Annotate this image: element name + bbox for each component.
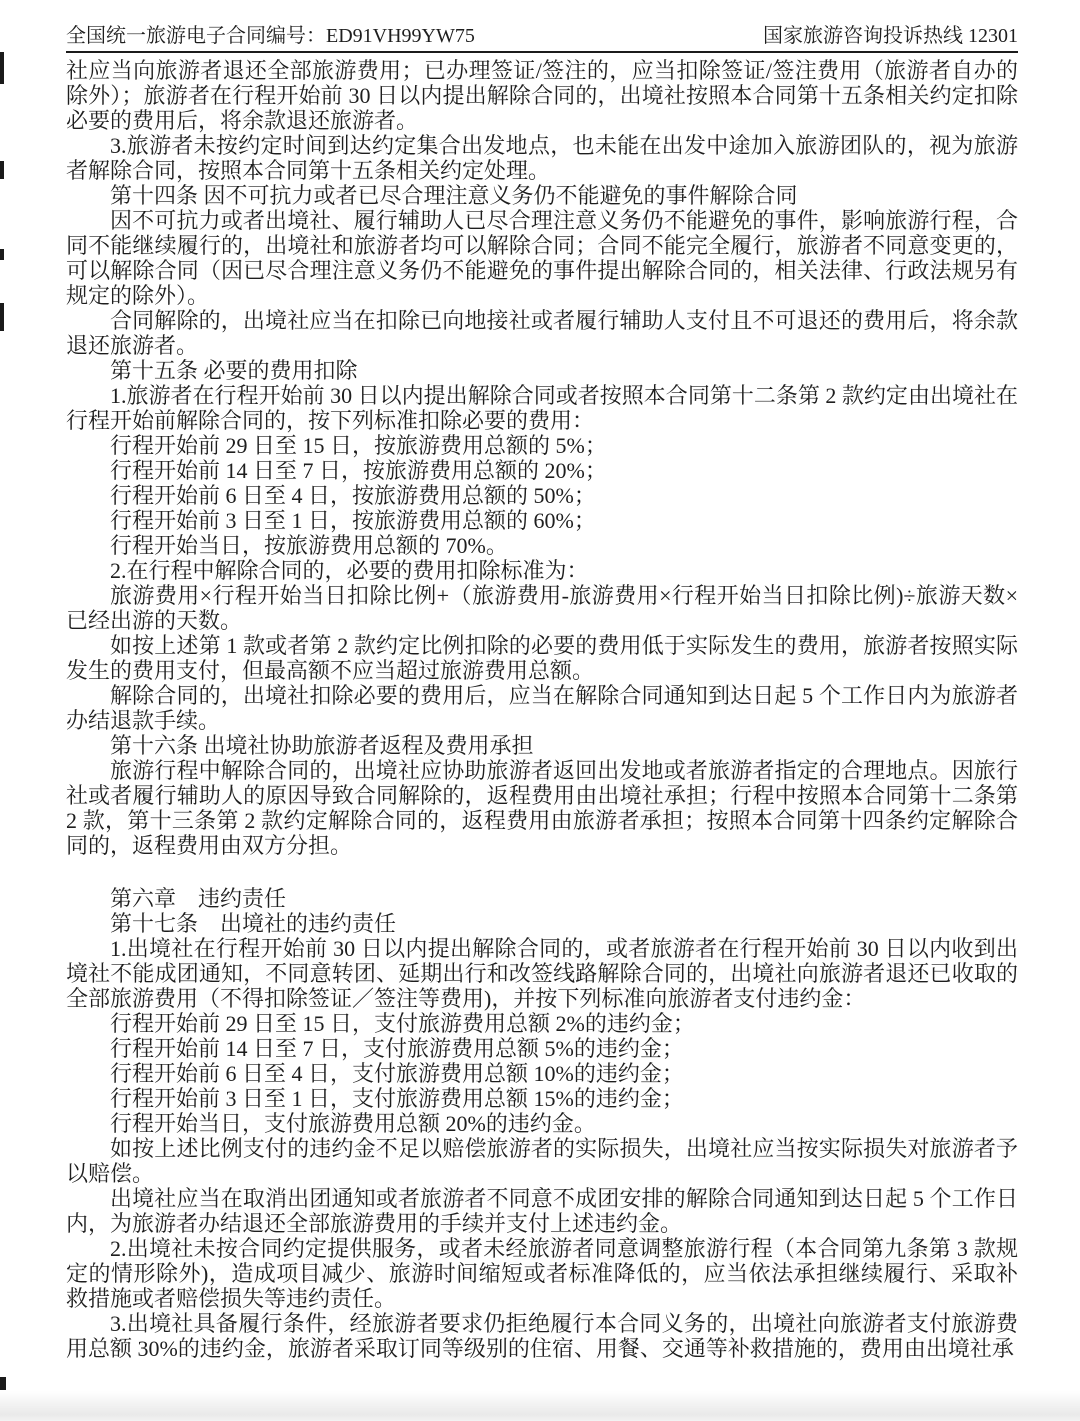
- contract-paragraph: 1.旅游者在行程开始前 30 日以内提出解除合同或者按照本合同第十二条第 2 款约定由出境社在行程开始前解除合同的，按下列标准扣除必要的费用：: [66, 383, 1018, 433]
- page-bottom-edge: [0, 1391, 1080, 1421]
- contract-paragraph: 行程开始前 14 日至 7 日，支付旅游费用总额 5%的违约金；: [110, 1036, 684, 1061]
- contract-body: [66, 58, 1018, 1361]
- contract-paragraph: 如按上述第 1 款或者第 2 款约定比例扣除的必要的费用低于实际发生的费用，旅游者按照实际发生的费用支付，但最高额不应当超过旅游费用总额。: [66, 633, 1018, 683]
- contract-paragraph: 行程开始当日，支付旅游费用总额 20%的违约金。: [110, 1111, 596, 1136]
- contract-paragraph: 第十七条 出境社的违约责任: [110, 911, 397, 936]
- contract-paragraph: 第六章 违约责任: [110, 886, 287, 911]
- contract-paragraph: 如按上述比例支付的违约金不足以赔偿旅游者的实际损失，出境社应当按实际损失对旅游者予以赔偿。: [66, 1136, 1018, 1186]
- contract-number-value: ED91VH99YW75: [326, 25, 475, 47]
- contract-paragraph: 行程开始前 3 日至 1 日，支付旅游费用总额 15%的违约金；: [110, 1086, 684, 1111]
- contract-paragraph: 行程开始前 14 日至 7 日，按旅游费用总额的 20%；: [110, 458, 607, 483]
- contract-paragraph: 2.在行程中解除合同的，必要的费用扣除标准为：: [110, 558, 589, 583]
- contract-number-label: 全国统一旅游电子合同编号：: [66, 25, 326, 47]
- contract-paragraph: 3.旅游者未按约定时间到达约定集合出发地点，也未能在出发中途加入旅游团队的，视为旅游者解除合同，按照本合同第十五条相关约定处理。: [66, 133, 1018, 183]
- contract-paragraph: 旅游费用×行程开始当日扣除比例+（旅游费用-旅游费用×行程开始当日扣除比例)÷旅游天数×已经出游的天数。: [66, 583, 1018, 633]
- contract-paragraph: 第十四条 因不可抗力或者已尽合理注意义务仍不能避免的事件解除合同: [110, 183, 798, 208]
- scan-artifact: [0, 161, 4, 179]
- contract-paragraph: 行程开始前 6 日至 4 日，支付旅游费用总额 10%的违约金；: [110, 1061, 684, 1086]
- contract-paragraph: 出境社应当在取消出团通知或者旅游者不同意不成团安排的解除合同通知到达日起 5 个工作日内，为旅游者办结退还全部旅游费用的手续并支付上述违约金。: [66, 1186, 1018, 1236]
- contract-paragraph: 社应当向旅游者退还全部旅游费用；已办理签证/签注的，应当扣除签证/签注费用（旅游者自办的除外）；旅游者在行程开始前 30 日以内提出解除合同的，出境社按照本合同第十五条相关约定扣除必要的费用后，将余款退还旅游者。: [66, 58, 1018, 133]
- contract-paragraph: 旅游行程中解除合同的，出境社应协助旅游者返回出发地或者旅游者指定的合理地点。因旅行社或者履行辅助人的原因导致合同解除的，返程费用由出境社承担；行程中按照本合同第十二条第 2 款，第十三条第 2 款约定解除合同的，返程费用由旅游者承担；按照本合同第十四条约定解除合同的，返程费用由双方分担。: [66, 758, 1018, 858]
- scan-artifact: [0, 303, 4, 331]
- contract-paragraph: 2.出境社未按合同约定提供服务，或者未经旅游者同意调整旅游行程（本合同第九条第 3 款规定的情形除外)，造成项目减少、旅游时间缩短或者标准降低的，应当依法承担继续履行、采取补救措施或者赔偿损失等违约责任。: [66, 1236, 1018, 1311]
- contract-paragraph: 行程开始前 29 日至 15 日，支付旅游费用总额 2%的违约金；: [110, 1011, 695, 1036]
- hotline-text: 国家旅游咨询投诉热线 12301: [763, 25, 1018, 47]
- scan-artifact: [0, 249, 4, 260]
- contract-number: [66, 24, 475, 48]
- scan-artifact: [0, 1377, 6, 1390]
- contract-paragraph: 因不可抗力或者出境社、履行辅助人已尽合理注意义务仍不能避免的事件，影响旅游行程，合同不能继续履行的，出境社和旅游者均可以解除合同；合同不能完全履行，旅游者不同意变更的，可以解除合同（因已尽合理注意义务仍不能避免的事件提出解除合同的，相关法律、行政法规另有规定的除外）。: [66, 208, 1018, 308]
- header-rule: [66, 51, 1018, 53]
- contract-paragraph: 行程开始前 6 日至 4 日，按旅游费用总额的 50%；: [110, 483, 596, 508]
- contract-paragraph: 解除合同的，出境社扣除必要的费用后，应当在解除合同通知到达日起 5 个工作日内为旅游者办结退款手续。: [66, 683, 1018, 733]
- contract-paragraph: 合同解除的，出境社应当在扣除已向地接社或者履行辅助人支付且不可退还的费用后，将余款退还旅游者。: [66, 308, 1018, 358]
- contract-paragraph: 行程开始当日，按旅游费用总额的 70%。: [110, 533, 508, 558]
- contract-paragraph: 1.出境社在行程开始前 30 日以内提出解除合同的，或者旅游者在行程开始前 30 日以内收到出境社不能成团通知，不同意转团、延期出行和改签线路解除合同的，出境社向旅游者退还已收取的全部旅游费用（不得扣除签证／签注等费用)，并按下列标准向旅游者支付违约金：: [66, 936, 1018, 1011]
- contract-paragraph: 行程开始前 3 日至 1 日，按旅游费用总额的 60%；: [110, 508, 596, 533]
- contract-paragraph: 行程开始前 29 日至 15 日，按旅游费用总额的 5%；: [110, 433, 607, 458]
- contract-paragraph: 3.出境社具备履行条件，经旅游者要求仍拒绝履行本合同义务的，出境社向旅游者支付旅游费用总额 30%的违约金，旅游者采取订同等级别的住宿、用餐、交通等补救措施的，费用由出境社承: [66, 1311, 1018, 1361]
- page-header: [66, 24, 1018, 48]
- contract-paragraph: 第十六条 出境社协助旅游者返程及费用承担: [110, 733, 534, 758]
- contract-paragraph: 第十五条 必要的费用扣除: [110, 358, 358, 383]
- scan-artifact: [0, 52, 4, 84]
